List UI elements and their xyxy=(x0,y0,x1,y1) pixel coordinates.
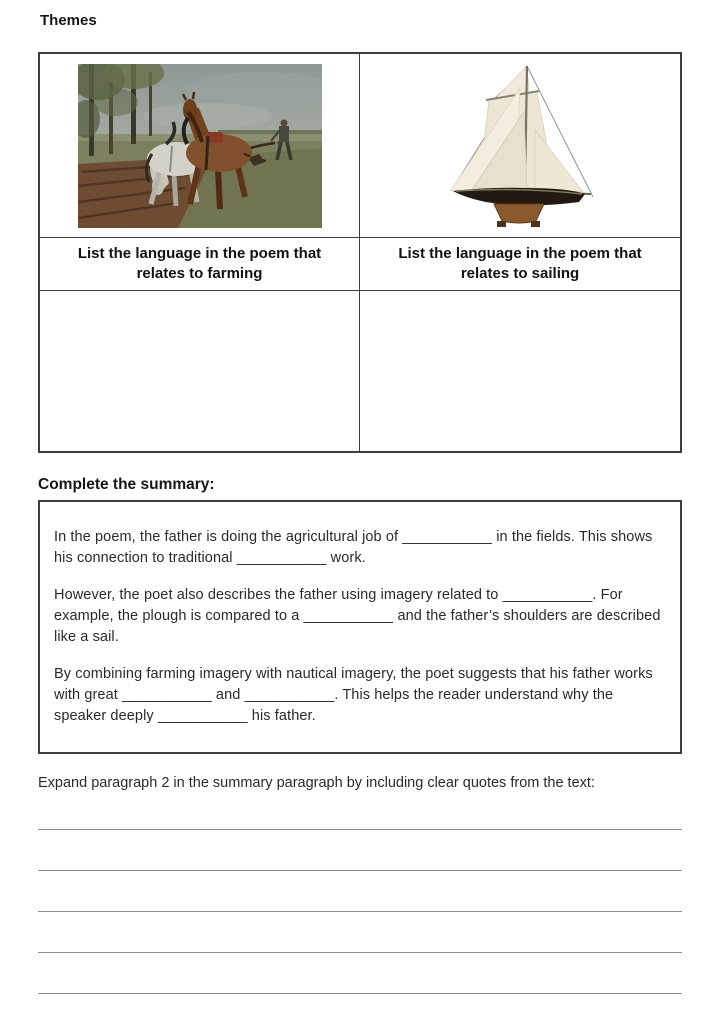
writing-line[interactable] xyxy=(38,791,682,830)
summary-box xyxy=(38,500,682,754)
summary-paragraph-2[interactable]: However, the poet also describes the father using imagery related to ___________. For example, the plough is compared to a ___________ and the father’s shoulders are described like a sail. xyxy=(54,587,661,645)
sailing-prompt: List the language in the poem that relates to sailing xyxy=(360,237,680,290)
summary-paragraph-3[interactable]: By combining farming imagery with nautical imagery, the poet suggests that his father works with great ___________ and ___________. This helps the reader understand why the speaker deeply ___________ his father. xyxy=(54,666,653,724)
themes-heading: Themes xyxy=(40,12,97,29)
writing-lines xyxy=(38,791,682,994)
writing-line[interactable] xyxy=(38,953,682,994)
farming-image-cell xyxy=(40,54,360,237)
sailing-answer-cell[interactable] xyxy=(360,290,680,451)
farming-answer-cell[interactable] xyxy=(40,290,360,451)
summary-heading: Complete the summary: xyxy=(38,476,215,493)
writing-line[interactable] xyxy=(38,871,682,912)
writing-line[interactable] xyxy=(38,830,682,871)
farming-prompt: List the language in the poem that relates to farming xyxy=(40,237,360,290)
sailing-image-cell xyxy=(360,54,680,237)
summary-paragraph-1[interactable]: In the poem, the father is doing the agricultural job of ___________ in the fields. This shows his connection to traditional ___________ work. xyxy=(54,529,653,566)
writing-line[interactable] xyxy=(38,912,682,953)
model-sailboat-image xyxy=(431,60,609,232)
ploughing-horses-image xyxy=(78,64,322,228)
themes-table xyxy=(38,52,682,453)
expand-instruction: Expand paragraph 2 in the summary paragraph by including clear quotes from the text: xyxy=(38,775,595,791)
